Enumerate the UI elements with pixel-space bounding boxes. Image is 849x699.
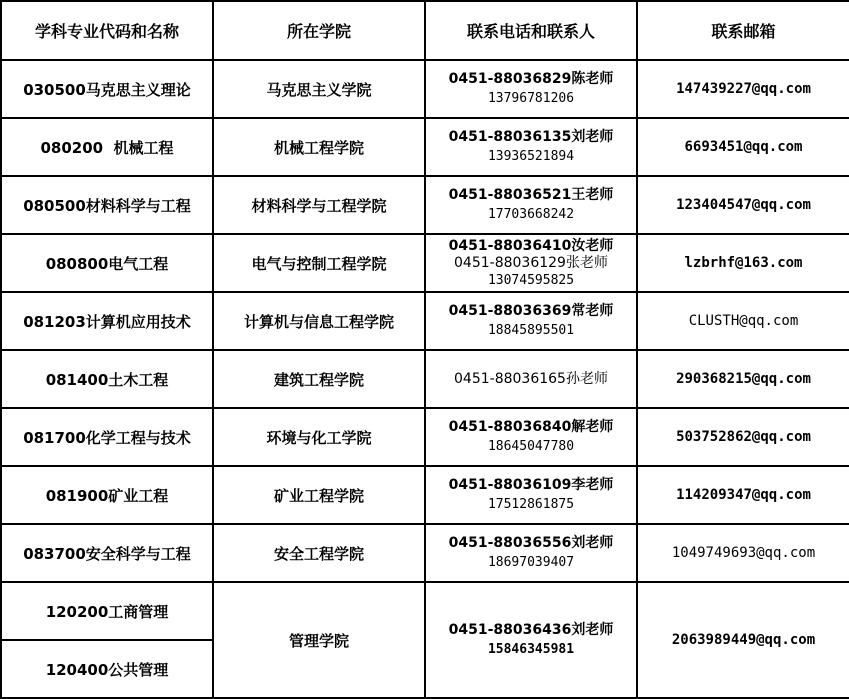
major-cell: 030500马克思主义理论 xyxy=(1,60,213,118)
table-row xyxy=(1,118,849,176)
table-row xyxy=(1,176,849,234)
major-cell: 081400土木工程 xyxy=(1,350,213,408)
email-cell: 2063989449@qq.com xyxy=(637,582,849,698)
email-cell: 147439227@qq.com xyxy=(637,60,849,118)
phone-text: 0451-88036410汝老师 xyxy=(448,237,614,254)
table-row xyxy=(1,582,849,640)
mobile-text: 13796781206 xyxy=(487,91,575,106)
school-cell: 马克思主义学院 xyxy=(213,60,425,118)
email-cell: 290368215@qq.com xyxy=(637,350,849,408)
contact-cell xyxy=(425,118,637,176)
contact-cell xyxy=(425,60,637,118)
school-cell: 建筑工程学院 xyxy=(213,350,425,408)
phone-text: 0451-88036135刘老师 xyxy=(448,129,614,145)
table-row xyxy=(1,234,849,292)
school-cell: 材料科学与工程学院 xyxy=(213,176,425,234)
header-email: 联系邮箱 xyxy=(637,1,849,60)
mobile-text: 18845895501 xyxy=(487,323,575,338)
phone-text: 0451-88036109李老师 xyxy=(448,477,614,493)
phone-text: 0451-88036829陈老师 xyxy=(448,71,614,87)
major-cell: 081900矿业工程 xyxy=(1,466,213,524)
header-school: 所在学院 xyxy=(213,1,425,60)
phone-text: 0451-88036165孙老师 xyxy=(454,370,608,387)
email-cell: 6693451@qq.com xyxy=(637,118,849,176)
school-cell: 环境与化工学院 xyxy=(213,408,425,466)
phone-text: 0451-88036521王老师 xyxy=(448,187,614,203)
major-cell: 081203计算机应用技术 xyxy=(1,292,213,350)
contact-cell xyxy=(425,292,637,350)
contact-cell xyxy=(425,350,637,408)
email-cell: 123404547@qq.com xyxy=(637,176,849,234)
email-cell: CLUSTH@qq.com xyxy=(637,292,849,350)
major-cell: 083700安全科学与工程 xyxy=(1,524,213,582)
email-cell: 114209347@qq.com xyxy=(637,466,849,524)
mobile-text: 15846345981 xyxy=(487,642,575,657)
school-cell: 计算机与信息工程学院 xyxy=(213,292,425,350)
mobile-text: 18645047780 xyxy=(487,439,575,454)
mobile-text: 18697039407 xyxy=(487,555,575,570)
contact-cell xyxy=(425,466,637,524)
mobile-text: 17512861875 xyxy=(487,497,575,512)
contact-cell xyxy=(425,524,637,582)
email-cell: lzbrhf@163.com xyxy=(637,234,849,292)
major-cell: 081700化学工程与技术 xyxy=(1,408,213,466)
school-cell: 电气与控制工程学院 xyxy=(213,234,425,292)
mobile-text: 17703668242 xyxy=(487,207,575,222)
contact-cell xyxy=(425,176,637,234)
mobile-text: 13074595825 xyxy=(487,272,575,288)
phone-text: 0451-88036369常老师 xyxy=(448,303,614,319)
contact-cell xyxy=(425,234,637,292)
header-major: 学科专业代码和名称 xyxy=(1,1,213,60)
table-row xyxy=(1,292,849,350)
phone-text: 0451-88036436刘老师 xyxy=(448,622,614,638)
major-cell: 120200工商管理 xyxy=(1,582,213,640)
major-cell: 120400公共管理 xyxy=(1,640,213,698)
school-cell: 安全工程学院 xyxy=(213,524,425,582)
header-row xyxy=(1,1,849,60)
phone-text: 0451-88036840解老师 xyxy=(448,419,614,435)
header-contact: 联系电话和联系人 xyxy=(425,1,637,60)
major-cell: 080500材料科学与工程 xyxy=(1,176,213,234)
contact-cell xyxy=(425,408,637,466)
table-row xyxy=(1,350,849,408)
phone-text-secondary: 0451-88036129张老师 xyxy=(454,254,608,271)
table-row xyxy=(1,466,849,524)
school-cell: 矿业工程学院 xyxy=(213,466,425,524)
contact-cell xyxy=(425,582,637,698)
table-row xyxy=(1,408,849,466)
email-cell: 503752862@qq.com xyxy=(637,408,849,466)
phone-text: 0451-88036556刘老师 xyxy=(448,535,614,551)
table-row xyxy=(1,524,849,582)
table-row xyxy=(1,60,849,118)
major-cell: 080800电气工程 xyxy=(1,234,213,292)
email-cell: 1049749693@qq.com xyxy=(637,524,849,582)
school-cell: 管理学院 xyxy=(213,582,425,698)
school-cell: 机械工程学院 xyxy=(213,118,425,176)
major-cell: 080200 机械工程 xyxy=(1,118,213,176)
mobile-text: 13936521894 xyxy=(487,149,575,164)
